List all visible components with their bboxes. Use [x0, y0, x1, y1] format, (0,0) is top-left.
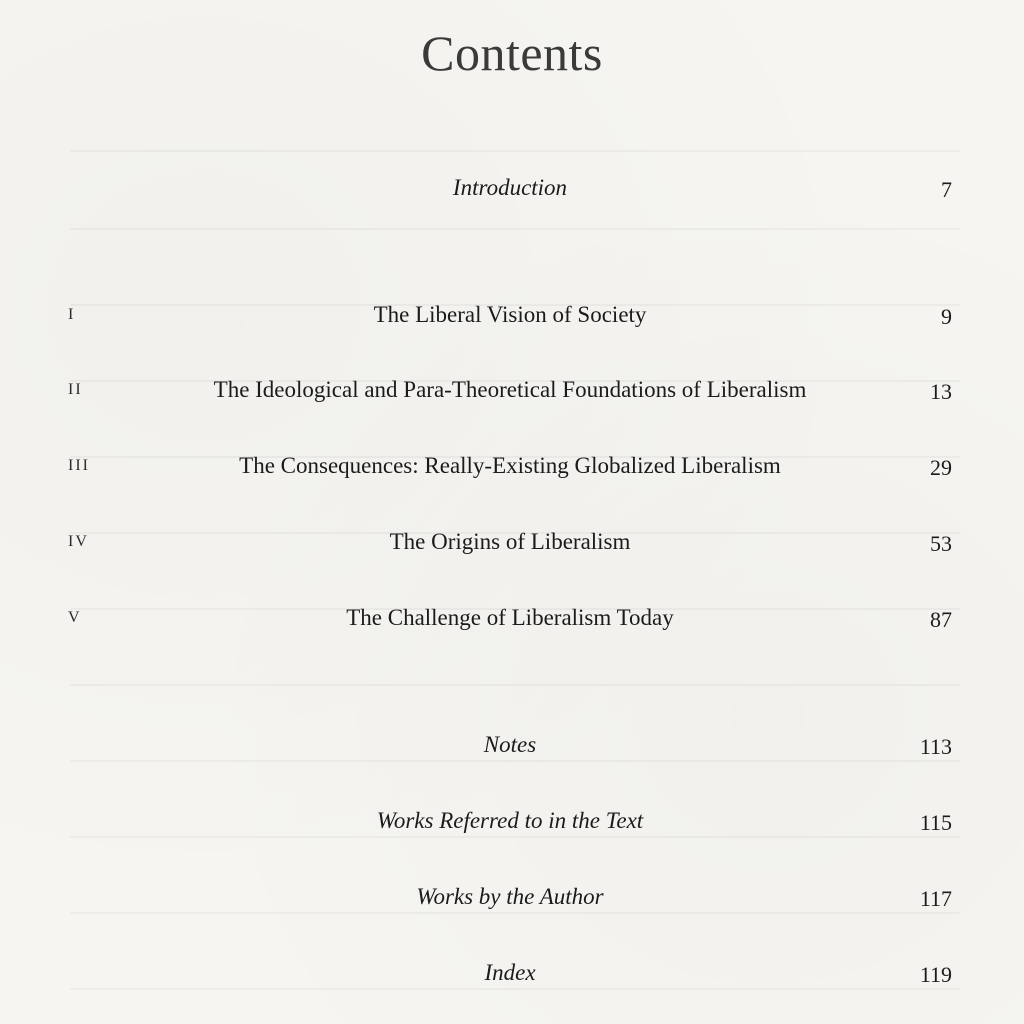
toc-entry [0, 302, 1024, 336]
page-number: 7 [941, 177, 952, 202]
bleed-through-line [70, 684, 960, 686]
entry-title: Introduction [452, 175, 568, 200]
entry-title: The Origins of Liberalism [389, 529, 631, 554]
chapter-numeral: V [68, 609, 82, 626]
page-number: 113 [919, 734, 952, 759]
entry-title: Notes [483, 732, 537, 757]
entry-title: The Liberal Vision of Society [373, 302, 647, 327]
chapter-numeral: I [68, 306, 76, 323]
entry-title: The Ideological and Para-Theoretical Foundations of Liberalism [213, 377, 807, 402]
toc-entry [0, 175, 1024, 209]
bleed-through-line [70, 150, 960, 152]
toc-entry [0, 605, 1024, 639]
entry-title: The Consequences: Really-Existing Globalized Liberalism [239, 453, 781, 478]
page-number: 115 [919, 810, 952, 835]
page-title: Contents [421, 25, 603, 81]
toc-entry [0, 732, 1024, 766]
page-number: 29 [930, 455, 952, 480]
chapter-numeral: II [68, 381, 83, 398]
toc-entry [0, 884, 1024, 918]
entry-title: Works Referred to in the Text [376, 808, 644, 833]
toc-entry [0, 377, 1024, 411]
toc-entry [0, 453, 1024, 487]
toc-entry [0, 529, 1024, 563]
toc-entry [0, 960, 1024, 994]
page-number: 9 [941, 304, 952, 329]
page-number: 117 [919, 886, 952, 911]
chapter-numeral: III [68, 457, 90, 474]
toc-entry [0, 808, 1024, 842]
entry-title: Works by the Author [416, 884, 604, 909]
page-number: 13 [930, 379, 952, 404]
chapter-numeral: IV [68, 533, 89, 550]
page-number: 53 [930, 531, 952, 556]
page-number: 87 [930, 607, 952, 632]
entry-title: The Challenge of Liberalism Today [346, 605, 674, 630]
entry-title: Index [484, 960, 536, 985]
bleed-through-line [70, 228, 960, 230]
page-number: 119 [919, 962, 952, 987]
